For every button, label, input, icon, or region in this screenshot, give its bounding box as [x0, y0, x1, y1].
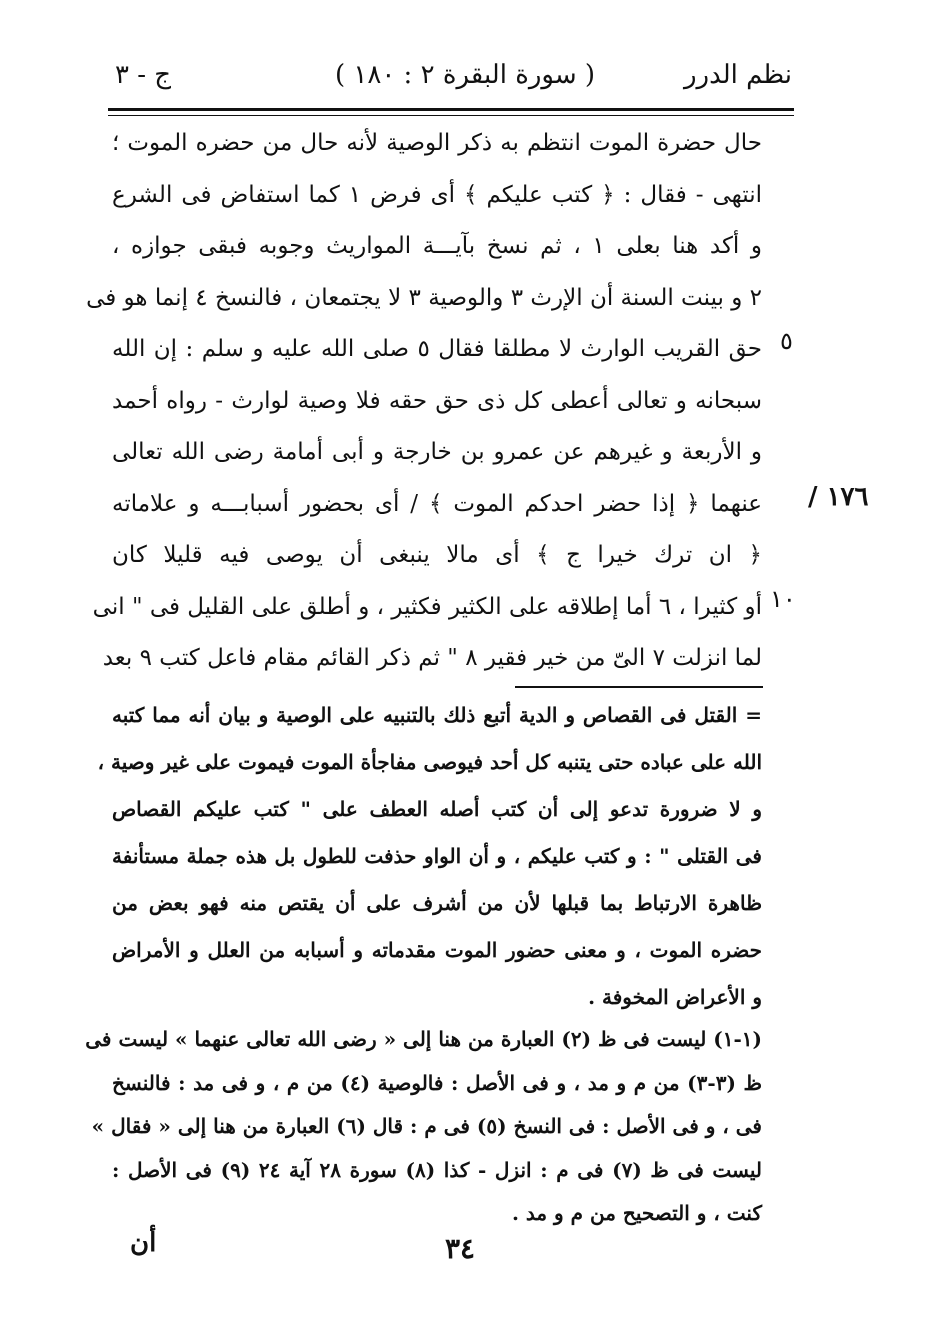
text-line: لما انزلت ٧ الىّ من خير فقير ٨ " ثم ذكر القائم مقام فاعل كتب ٩ بعد: [102, 645, 762, 671]
footnote-divider: [515, 686, 763, 688]
catchword: أن: [130, 1228, 157, 1258]
text-line: انتهى - فقال : ﴿ كتب عليكم ﴾ أى فرض ١ كما استفاض فى الشرع: [112, 181, 762, 208]
commentary-line: و الأعراض المخوفة .: [588, 985, 762, 1009]
running-title: نظم الدرر: [683, 60, 792, 90]
commentary-line: ظاهرة الارتباط بما قبلها لأن من أشرف على أن يقتص منه فهو بعض من: [112, 891, 762, 915]
text-line: و أكد هنا بعلى ١ ، ثم نسخ بآيـــة المواريث وجوبه فبقى جوازه ،: [112, 233, 762, 259]
commentary-line: الله على عباده حتى يتنبه كل أحد فيوصى مفاجأة الموت فيموت على غير وصية ،: [97, 750, 762, 774]
surah-reference: ( سورة البقرة ٢ : ١٨٠ ): [334, 60, 596, 90]
text-line: سبحانه و تعالى أعطى كل ذى حق حقه فلا وصية لوارث - رواه أحمد: [112, 387, 762, 414]
footnote-line: (١-١) ليست فى ظ (٢) العبارة من هنا إلى « رضى الله تعالى عنهما » ليست فى: [85, 1027, 762, 1051]
text-line: ﴿ ان ترك خيرا ج ﴾ أى مالا ينبغى أن يوصى فيه قليلا كان: [112, 542, 762, 568]
text-line: أو كثيرا ، ٦ أما إطلاقه على الكثير فكثير ، و أطلق على القليل فى " انى: [92, 593, 762, 620]
page-number: ٣٤: [444, 1232, 476, 1265]
volume-label: ج - ٣: [115, 60, 172, 90]
main-text: [86, 118, 762, 685]
footnote-line: ليست فى ظ (٧) فى م : انزل - كذا (٨) سورة ٢٨ آية ٢٤ (٩) فى الأصل :: [112, 1157, 763, 1182]
text-line: حال حضرة الموت انتظم به ذكر الوصية لأنه حال من حضره الموت ؛: [112, 130, 762, 156]
line-number-5: ٥: [780, 327, 793, 355]
apparatus-footnotes: [85, 1018, 763, 1236]
commentary-continuation: [97, 692, 762, 1021]
header-rule-thick: [108, 108, 794, 111]
manuscript-folio-marker: ١٧٦ /: [808, 482, 869, 512]
footnote-line: فى ، و فى الأصل : فى النسخ (٥) فى م : قال (٦) العبارة من هنا إلى « فقال »: [91, 1114, 762, 1138]
text-line: عنهما ﴿ إذا حضر احدكم الموت ﴾ / أى بحضور أسبابـــه و علاماته: [112, 490, 762, 517]
commentary-line: = القتل فى القصاص و الدية أتبع ذلك بالتنبيه على الوصية و بيان أنه مما كتبه: [112, 703, 762, 727]
commentary-line: فى القتلى " : و كتب عليكم ، و أن الواو حذفت للطول بل هذه جملة مستأنفة: [112, 844, 762, 868]
commentary-line: و لا ضرورة تدعو إلى أن كتب أصله العطف على " كتب عليكم القصاص: [112, 797, 762, 821]
line-number-10: ١٠: [770, 585, 796, 613]
footnote-line: ظ (٣-٣) من م و مد ، و فى الأصل : فالوصية (٤) من م ، و فى مد : فالنسخ: [112, 1070, 762, 1095]
text-line: حق القريب الوارث لا مطلقا فقال ٥ صلى الله عليه و سلم : إن الله: [112, 336, 762, 362]
header-rule-thin: [108, 115, 794, 116]
text-line: و الأربعة و غيرهم عن عمرو بن خارجة و أبى أمامة رضى الله تعالى: [112, 439, 762, 465]
text-line: ٢ و بينت السنة أن الإرث ٣ والوصية ٣ لا يجتمعان ، فالنسخ ٤ إنما هو فى: [86, 284, 762, 311]
footnote-line: كنت ، و التصحيح من م و مد .: [511, 1201, 762, 1225]
commentary-line: حضره الموت ، و معنى حضور الموت مقدماته و أسبابه من العلل و الأمراض: [112, 938, 762, 962]
